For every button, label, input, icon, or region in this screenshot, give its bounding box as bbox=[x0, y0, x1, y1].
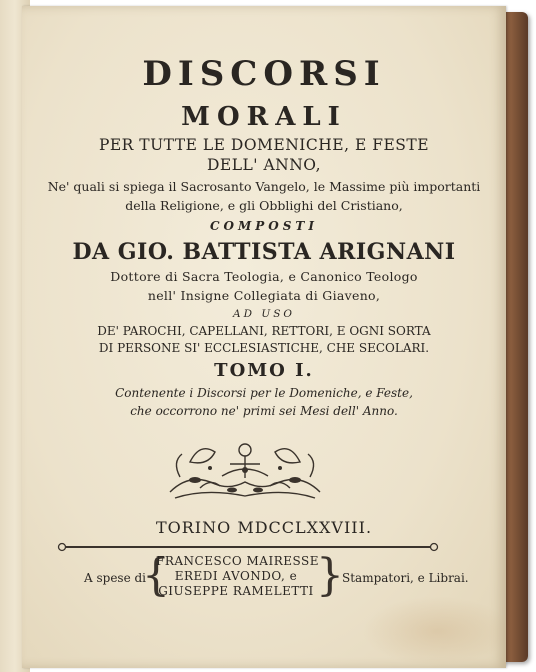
description-line-1: Ne' quali si spiega il Sacrosanto Vangelo, le Massime più importanti bbox=[47, 179, 481, 194]
title-line-1: DISCORSI bbox=[142, 54, 386, 94]
publisher-prefix: A spese di bbox=[84, 571, 147, 585]
foxing-stain bbox=[362, 596, 512, 666]
title-page bbox=[22, 6, 506, 668]
author-name: DA GIO. BATTISTA ARIGNANI bbox=[72, 239, 456, 265]
ad-uso-label: AD USO bbox=[233, 308, 295, 320]
subtitle-line-1: PER TUTTE LE DOMENICHE, E FESTE bbox=[98, 136, 430, 154]
floral-vignette-icon bbox=[160, 432, 330, 510]
audience-line-1: DE' PAROCHI, CAPELLANI, RETTORI, E OGNI SORTA bbox=[97, 324, 431, 338]
decorative-rule bbox=[56, 542, 440, 552]
audience-line-2: DI PERSONE SI' ECCLESIASTICHE, CHE SECOLARI. bbox=[98, 341, 430, 355]
publisher-name: FRANCESCO MAIRESSE bbox=[156, 554, 320, 568]
author-credential-1: Dottore di Sacra Teologia, e Canonico Teologo bbox=[110, 269, 418, 284]
contents-line-1: Contenente i Discorsi per le Domeniche, e Feste, bbox=[115, 386, 413, 400]
description-line-2: della Religione, e gli Obblighi del Cristiano, bbox=[125, 198, 403, 213]
title-line-2: MORALI bbox=[181, 102, 347, 132]
right-brace: } bbox=[316, 550, 344, 601]
publisher-name: GIUSEPPE RAMELETTI bbox=[158, 584, 314, 598]
composti-label: COMPOSTI bbox=[210, 219, 318, 233]
publisher-names bbox=[156, 554, 320, 599]
author-credential-2: nell' Insigne Collegiata di Giaveno, bbox=[147, 288, 381, 303]
subtitle-line-2: DELL' ANNO, bbox=[206, 156, 322, 174]
contents-line-2: che occorrono ne' primi sei Mesi dell' Anno. bbox=[130, 404, 398, 418]
imprint-line: TORINO MDCCLXXVIII. bbox=[155, 518, 373, 537]
publisher-suffix: Stampatori, e Librai. bbox=[342, 571, 469, 585]
left-brace: { bbox=[142, 550, 170, 601]
volume-label: TOMO I. bbox=[214, 360, 314, 381]
publisher-name: EREDI AVONDO, e bbox=[174, 569, 298, 583]
